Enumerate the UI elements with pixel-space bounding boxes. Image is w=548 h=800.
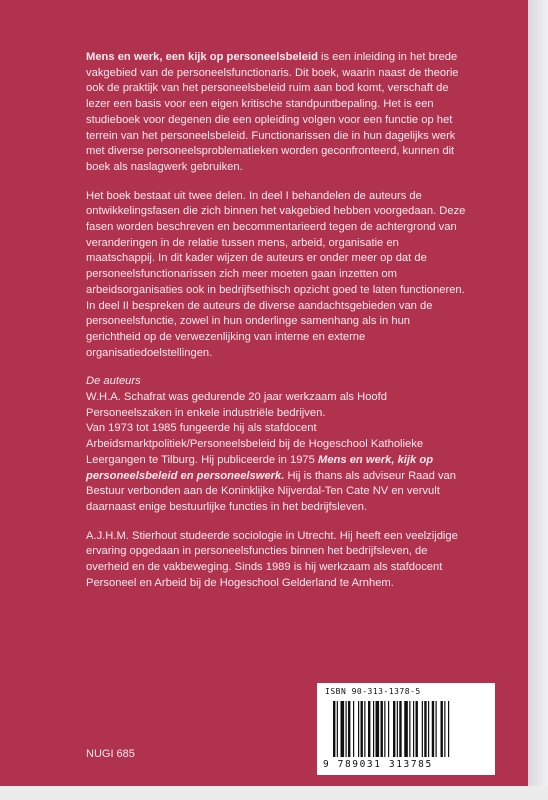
barcode-bars: [333, 701, 485, 757]
schafrat-bio-2: [86, 421, 466, 515]
page-edge: [528, 0, 548, 800]
parts-paragraph-2: In deel II bespreken de auteurs de diverse aandachtsgebieden van de personeelsfunctie, zowel in hun onderlinge samenhang als in hun gerichtheid op de verwezenlijking van interne en externe organisatiedoelstellingen.: [86, 299, 433, 359]
schafrat-bio-1: W.H.A. Schafrat was gedurende 20 jaar werkzaam als Hoofd Personeelszaken in enkele industriële bedrijven.: [86, 391, 387, 419]
bottom-page-edge: [0, 786, 548, 800]
stierhout-bio: A.J.H.M. Stierhout studeerde sociologie in Utrecht. Hij heeft een veelzijdige ervaring opgedaan in personeelsfuncties binnen het bedrijfsleven, de overheid en de vakbeweging. Sinds 1989 is hij werkzaam als stafdocent Personeel en Arbeid bij de Hogeschool Gelderland te Arnhem.: [86, 529, 458, 589]
intro-text: is een inleiding in het brede vakgebied van de personeelsfunctionaris. Dit boek, waarin naast de theorie ook de praktijk van het personeelsbeleid ruim aan bod komt, verschaft de lezer een basis voor een eigen kritische standpuntbepaling. Het is een studieboek voor degenen die een opleiding volgen voor een functie op het terrein van het personeelsbeleid. Functionarissen die in hun dagelijks werk met diverse personeelsproblematieken worden geconfronteerd, kunnen dit boek als naslagwerk gebruiken.: [86, 51, 459, 173]
barcode-box: [317, 683, 495, 775]
ean-number: 9 789031 313785: [323, 759, 433, 770]
parts-paragraph-1: Het boek bestaat uit twee delen. In deel I behandelen de auteurs de ontwikkelingsfasen die zich binnen het vakgebied hebben voorgedaan. Deze fasen worden beschreven en becommentarieerd tegen de achtergrond van veranderingen in de relatie tussen mens, arbeid, organisatie en maatschappij. In dit kader wijzen de auteurs er onder meer op dat de personeelsfunctionarissen zich meer moeten gaan inzetten om arbeidsorganisaties ook in bedrijfsethisch opzicht goed te laten functioneren.: [86, 189, 466, 296]
nugi-code: NUGI 685: [86, 748, 135, 760]
authors-heading: De auteurs: [86, 375, 141, 388]
intro-paragraph: [86, 50, 466, 176]
book-title: Mens en werk, een kijk op personeelsbeleid: [86, 51, 318, 63]
schafrat-bio-2a: Van 1973 tot 1985 fungeerde hij als stafdocent Arbeidsmarktpolitiek/Personeelsbeleid bij de Hogeschool Katholieke Leergangen te Tilburg. Hij publiceerde in 1975: [86, 422, 424, 466]
earlier-book-title: Mens en werk, kijk op personeelsbeleid en personeelswerk.: [86, 453, 434, 482]
cover-text-block: [86, 50, 466, 605]
schafrat-bio-2b: Hij is thans als adviseur Raad van Bestuur verbonden aan de Koninklijke Nijverdal-Ten Cate NV en vervult daarnaast enige bestuurlijke functies in het bedrijfsleven.: [86, 469, 456, 513]
isbn-number: ISBN 90-313-1378-5: [325, 687, 421, 696]
